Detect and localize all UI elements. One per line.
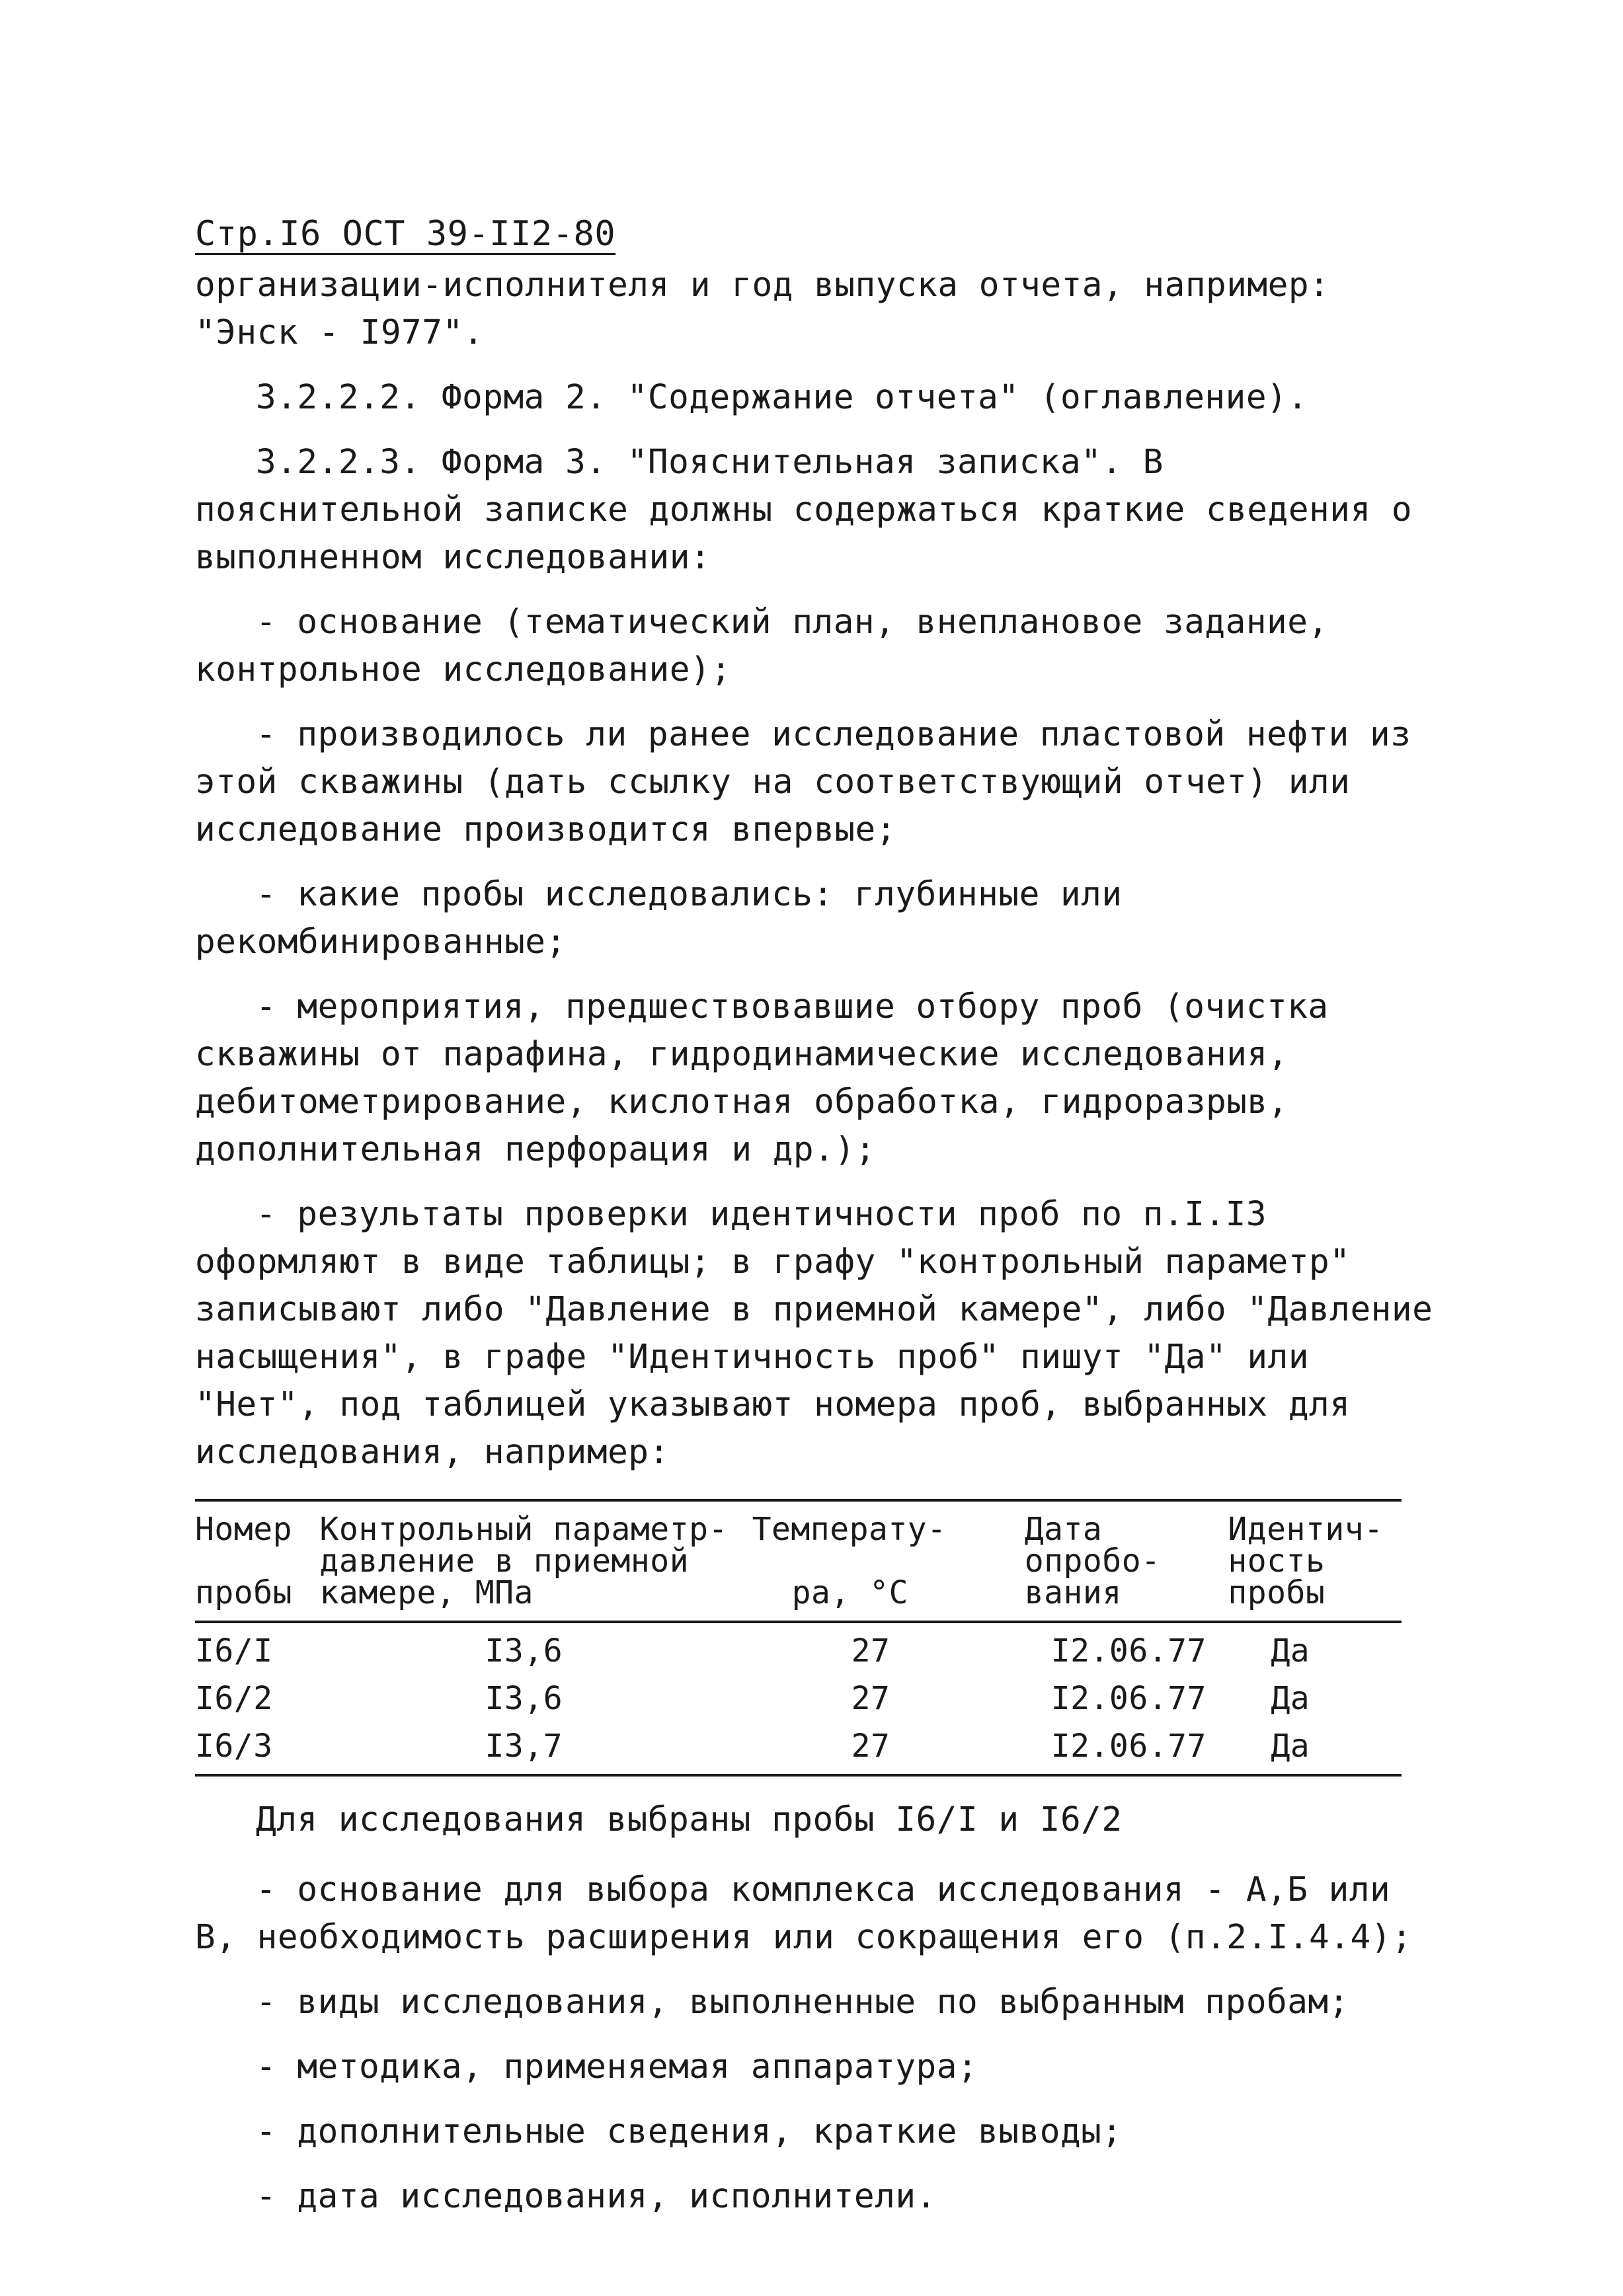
list-item: - дополнительные сведения, краткие выводы; [256,2112,1123,2151]
table-row [195,1722,1402,1775]
cell-sample: I6/2 [195,1680,273,1717]
cell-temperature: 27 [752,1722,1025,1775]
paragraph-basis: - основание (тематический план, внеплановое задание, контрольное исследование); [195,603,1329,689]
sample-identity-table [195,1499,1402,1777]
cell-temperature: 27 [851,1632,891,1669]
cell-pressure: I3,6 [485,1680,563,1717]
list-item: - дата исследования, исполнители. [256,2177,937,2216]
paragraph-measures: - мероприятия, предшествовавшие отбору проб (очистка скважины от парафина, гидродинамические исследования, дебитометрирование, кислотная обработка, гидроразрыв, дополнительная перфорация и др.); [195,987,1329,1169]
cell-date: I2.06.77 [1025,1722,1228,1775]
list-item: - виды исследования, выполненные по выбранным пробам; [256,1983,1349,2022]
list-item: - методика, применяемая аппаратура; [256,2047,978,2086]
cell-identity: Да [1271,1632,1310,1669]
table-row [195,1675,1402,1722]
header-sampling-date: Дата опробо- вания [1025,1500,1228,1622]
cell-pressure: I3,6 [485,1632,563,1669]
paragraph-org-year: организации-исполнителя и год выпуска отчета, например: "Энск - I977". [195,266,1330,352]
table-row [195,1622,1402,1675]
header-sample-number: Номер пробы [195,1500,320,1622]
page-header-text: Стр.I6 ОСТ 39-II2-80 [195,214,616,254]
paragraph-previous-research: - производилось ли ранее исследование пластовой нефти из этой скважины (дать ссылку на соответствующий отчет) или исследование производится впервые; [195,715,1411,849]
cell-identity: Да [1228,1722,1402,1775]
table-header-row [195,1500,1402,1622]
page-header [195,210,1438,258]
paragraph-sample-types: - какие пробы исследовались: глубинные или рекомбинированные; [195,875,1123,962]
paragraph-form-3: 3.2.2.3. Форма 3. "Пояснительная записка". В пояснительной записке должны содержаться краткие сведения о выполненном исследовании: [195,443,1413,577]
header-identity: Идентич- ность пробы [1228,1500,1402,1622]
cell-date: I2.06.77 [1050,1680,1207,1717]
cell-temperature: 27 [851,1680,891,1717]
selected-samples-note: Для исследования выбраны пробы I6/I и I6/2 [256,1800,1123,1839]
document-page [195,210,1438,2238]
cell-sample: I6/3 [195,1722,320,1775]
header-control-parameter: Контрольный параметр- давление в приемной камере, МПа [320,1500,752,1622]
cell-date: I2.06.77 [1050,1632,1207,1669]
header-temperature: Температу- ра, °С [752,1500,1025,1622]
cell-pressure: I3,7 [320,1722,752,1775]
list-item: - основание для выбора комплекса исследования - А,Б или В, необходимость расширения или сокращения его (п.2.I.4.4); [195,1870,1413,1957]
identity-table-wrapper [195,1499,1438,1777]
cell-identity: Да [1271,1680,1310,1717]
cell-sample: I6/I [195,1632,273,1669]
paragraph-identity-results: - результаты проверки идентичности проб по п.I.I3 оформляют в виде таблицы; в графу "контрольный параметр" записывают либо "Давление в приемной камере", либо "Давление насыщения", в графе "Идентичность проб" пишут "Да" или "Нет", под таблицей указывают номера проб, выбранных для исследования, например: [195,1195,1433,1472]
paragraph-form-2: 3.2.2.2. Форма 2. "Содержание отчета" (оглавление). [256,378,1308,417]
